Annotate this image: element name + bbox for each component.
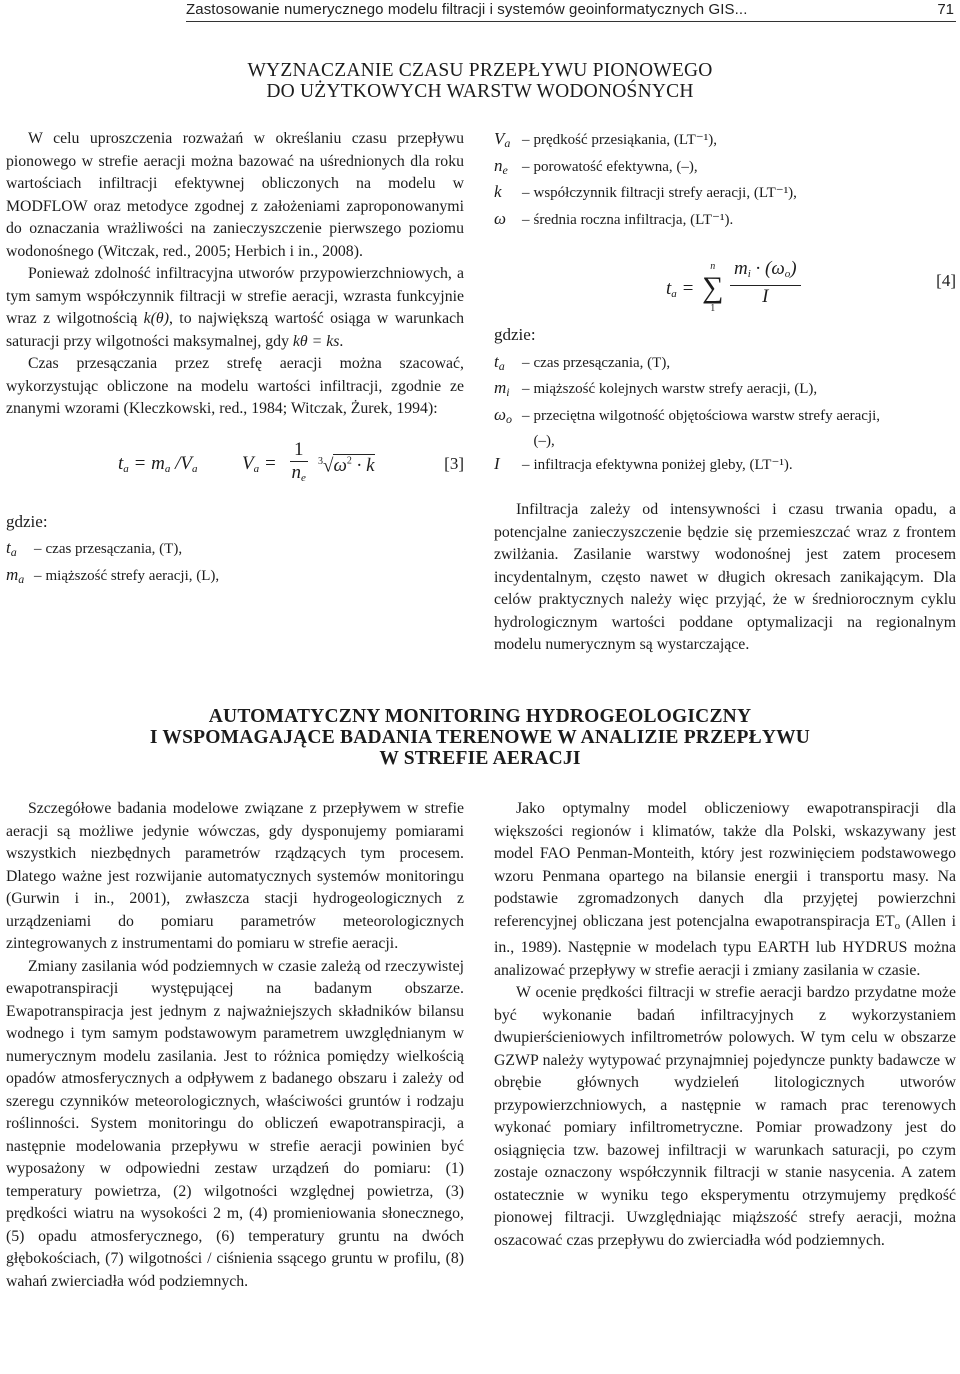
definition-symbol: $V_a$ (494, 129, 511, 150)
section1-left-column (6, 128, 464, 590)
definition-row: ω – średnia roczna infiltracja, (LT⁻¹). (494, 208, 956, 235)
running-header (186, 0, 956, 22)
section1-right-column (494, 128, 956, 657)
text-span: (Allen i in., 1989). Następnie w modelach typu EARTH lub HYDRUS można analizować przepływy w strefie aeracji i zmiany zasilania w czasie. (494, 912, 956, 979)
definition-row: $m_a$ – miąższość strefy aeracji, (L), (6, 564, 464, 591)
definition-text: porowatość efektywna, (–), (533, 158, 698, 175)
section2-title-line1: AUTOMATYCZNY MONITORING HYDROGEOLOGICZNY (208, 706, 752, 727)
section2-title (0, 706, 960, 769)
saturation-condition: kθ = ks (292, 332, 340, 350)
equation-4 (494, 258, 956, 328)
definition-symbol: $t_a$ (494, 351, 505, 373)
equation-3-velocity-lhs: $V_a$ = (242, 452, 277, 475)
definitions-right-bottom (494, 351, 956, 480)
definition-row: $m_i$ – miąższość kolejnych warstw strefy aeracji, (L), (494, 377, 956, 404)
definition-symbol: k (494, 182, 502, 201)
section2-title-line2: I WSPOMAGAJĄCE BADANIA TERENOWE W ANALIZIE PRZEPŁYWU (149, 727, 811, 748)
section2-left-paragraph-1: Szczegółowe badania modelowe związane z przepływem w strefie aeracji są możliwe jedynie wówczas, gdy dysponujemy pomiarami wszystkich niezbędnych parametrów rządzących tym procesem. Dlatego ważne jest rozwijanie automatycznych systemów monitoringu (Gurwin i in., 2001), zwłaszcza stacji hydrogeologicznych z urządzeniami do pomiaru parametrów meteorologicznych zintegrowanych z instrumentami do pomiaru w strefie aeracji. (6, 800, 464, 952)
k-theta-symbol: k(θ) (143, 310, 169, 327)
equation-4-sum: n ∑ 1 (702, 261, 724, 314)
section2-right-column (494, 798, 956, 1252)
section2-left-paragraph-2: Zmiany zasilania wód podziemnych w czasie zależą od rzeczywistej ewapotranspiracji występującej na badanym obszarze. Ewapotranspiracja jest jednym z najważniejszych składników bilansu wodnego i tym samym podstawowym parametrem uwzględnianym w numerycznym modelu zasilania. Jest to różnica pomiędzy wielkością opadów atmosferycznych a odpływem z badanego obszaru i zależy od szeregu czynników meteorologicznych, właściwości gruntów i rodzaju roślinności. System monitoringu do obliczeń ewapotranspiracji, a następnie modelowania przepływu w strefie aeracji powinien być wyposażony w odpowiedni zestaw urządzeń do pomiaru: (1) temperatury powietrza, (2) wilgotności względnej powietrza, (3) prędkości wiatru na wysokości 2 m, (4) promieniowania słonecznego, (5) opadu atmosferycznego, (6) temperatury gruntu na dwóch głębokościach, (7) wilgotności / ciśnienia ssącego gruntu w profilu, (8) wahań zwierciadła wód podziemnych. (6, 957, 464, 1290)
definition-symbol: $t_a$ (6, 538, 17, 559)
section1-left-paragraph-3: Czas przesączania przez strefę aeracji można szacować, wykorzystując obliczone na modelu wartości infiltracji, zgodnie ze znanymi wzorami (Kleczkowski, red., 1984; Witczak, Żurek, 1994): (6, 355, 464, 417)
section1-title-line2: DO UŻYTKOWYCH WARSTW WODONOŚNYCH (266, 81, 694, 102)
text-span: , to największą wartość osiąga w warunkach saturacji przy wilgotności maksymalnej, gdy (6, 310, 464, 350)
text-span: Ponieważ zdolność infiltracyjna utworów przypowierzchniowych, a tym samym współczynnik filtracji w strefie aeracji, wzrasta funkcyjnie wraz z wilgotnością (6, 265, 464, 327)
equation-3-fraction: $\frac{1}{n_e}$ (291, 438, 306, 484)
definition-text: przeciętna wilgotność objętościowa warstw strefy aeracji, (533, 407, 881, 424)
definition-text: infiltracja efektywna poniżej gleby, (LT⁻¹). (533, 456, 793, 473)
definition-row: $\omega_o$ – przeciętna wilgotność objętościowa warstw strefy aeracji, (494, 404, 956, 431)
where-label-left: gdzie: (6, 511, 48, 531)
definition-symbol: $\omega_o$ (494, 404, 513, 426)
equation-4-number: [4] (936, 271, 956, 290)
definition-text: czas przesączania, (T), (533, 354, 671, 371)
definition-text: średnia roczna infiltracja, (LT⁻¹). (533, 211, 734, 228)
section1-left-paragraph-1: W celu uproszczenia rozważań w określaniu czasu przepływu pionowego w strefie aeracji można bazować na uśrednionych dla roku wartościach infiltracji efektywnej obliczonych na modelu w MODFLOW oraz metodyce zgodnej z założeniami zaproponowanymi do oznaczania wrażliwości na zanieczyszczenie pierwszego poziomu wodonośnego (Witczak, red., 2005; Herbich i in., 2008). (6, 130, 464, 260)
definition-symbol: ω (494, 208, 507, 228)
definition-row: k – współczynnik filtracji strefy aeracji, (LT⁻¹), (494, 181, 956, 208)
subscript: o (894, 919, 901, 932)
text-span: Jako optymalny model obliczeniowy ewapotranspiracji dla większości regionów i klimatów, także dla Polski, wskazywany jest model FAO Penman-Monteith, który jest rozwinięciem podstawowego wzoru Penmana opartego na bilansie energii i transportu masy. Na podstawie zgromadzonych danych dla przyjętej powierzchni referencyjnej obliczana jest potencjalna ewapotranspiracja ET (494, 800, 956, 930)
section2-left-column (6, 798, 464, 1293)
definition-text: współczynnik filtracji strefy aeracji, (LT⁻¹), (533, 185, 797, 201)
equation-3-root: $^3√\omega^2 \cdot k$ (318, 454, 375, 476)
definition-row: $n_e$ – porowatość efektywna, (–), (494, 155, 956, 182)
section2-title-line3: W STREFIE AERACJI (379, 748, 581, 769)
definition-row: $V_a$ – prędkość przesiąkania, (LT⁻¹), (494, 128, 956, 155)
definition-text: prędkość przesiąkania, (LT⁻¹), (533, 132, 717, 148)
definitions-left (6, 537, 464, 590)
text-span: . (339, 332, 344, 350)
section1-title (0, 60, 960, 102)
definition-row: $t_a$ – czas przesączania, (T), (6, 537, 464, 564)
definition-text: czas przesączania, (T), (45, 541, 183, 557)
equation-4-fraction: $\frac{m_i \cdot (\omega_o)}{I}$ (730, 258, 801, 308)
definitions-right-top (494, 128, 956, 234)
section1-right-paragraph-1: Infiltracja zależy od intensywności i czasu trwania opadu, a potencjalne zanieczyszczenie będzie się przemieszczać wraz z frontem zwilżania. Zasilanie warstwy wodonośnej jest zatem procesem incydentalnym, często nawet w długich okresach zanikającym. Dla celów praktycznych należy więc przyjąć, że w średniorocznym cyklu hydrologicznym wartości poddane optymalizacji na regionalnym modelu numerycznym są wystarczające. (494, 501, 956, 653)
section2-right-paragraph-2: W ocenie prędkości filtracji w strefie aeracji bardzo przydatne może być wykonanie badań infiltracyjnych z wykorzystaniem dwupierścieniowych infiltrometrów polowych. W tym celu w obszarze GZWP należy wytypować przynajmniej pojedyncze punkty badawcze w obrębie głównych wydzieleń litologicznych utworów przypowierzchniowych, a następnie w ramach prac terenowych wykonać pomiary infiltrometryczne. Pomiar prowadzony jest do osiągnięcia tzw. bazowej infiltracji w warunkach saturacji, po czym zostaje oznaczony współczynnik filtracji w stanie nasycenia. A zatem ostatecznie w wyniku tego eksperymentu otrzymujemy prędkość pionowej filtracji. Uwzględniając miąższość strefy aeracji, można oszacować czas przepływu do zwierciadła wód podziemnych. (494, 984, 956, 1249)
running-title: Zastosowanie numerycznego modelu filtracji i systemów geoinformatycznych GIS... (186, 1, 748, 18)
definition-row: I – infiltracja efektywna poniżej gleby, (LT⁻¹). (494, 453, 956, 480)
definition-symbol: $m_i$ (494, 378, 510, 399)
definition-symbol: I (494, 453, 500, 473)
definition-text: miąższość strefy aeracji, (L), (45, 567, 220, 584)
equation-3 (6, 439, 464, 507)
equation-3-number: [3] (444, 453, 464, 473)
section1-title-line1: WYZNACZANIE CZASU PRZEPŁYWU PIONOWEGO (247, 60, 713, 81)
where-label-right: gdzie: (494, 325, 536, 344)
equation-3-time: $t_a = m_a$ $/V_a$ (118, 452, 198, 475)
page-number: 71 (937, 1, 954, 18)
equation-4-lhs: $t_a$ = (666, 278, 695, 300)
definition-row (494, 430, 956, 453)
section2-right-paragraph-1 (494, 798, 956, 982)
definition-symbol: $m_a$ (6, 564, 25, 586)
definition-row: $t_a$ – czas przesączania, (T), (494, 351, 956, 378)
section1-left-paragraph-2 (6, 263, 464, 353)
definition-symbol: $n_e$ (494, 155, 508, 177)
definition-text: miąższość kolejnych warstw strefy aeracji, (L), (533, 381, 818, 397)
definition-text: (–), (533, 433, 555, 449)
